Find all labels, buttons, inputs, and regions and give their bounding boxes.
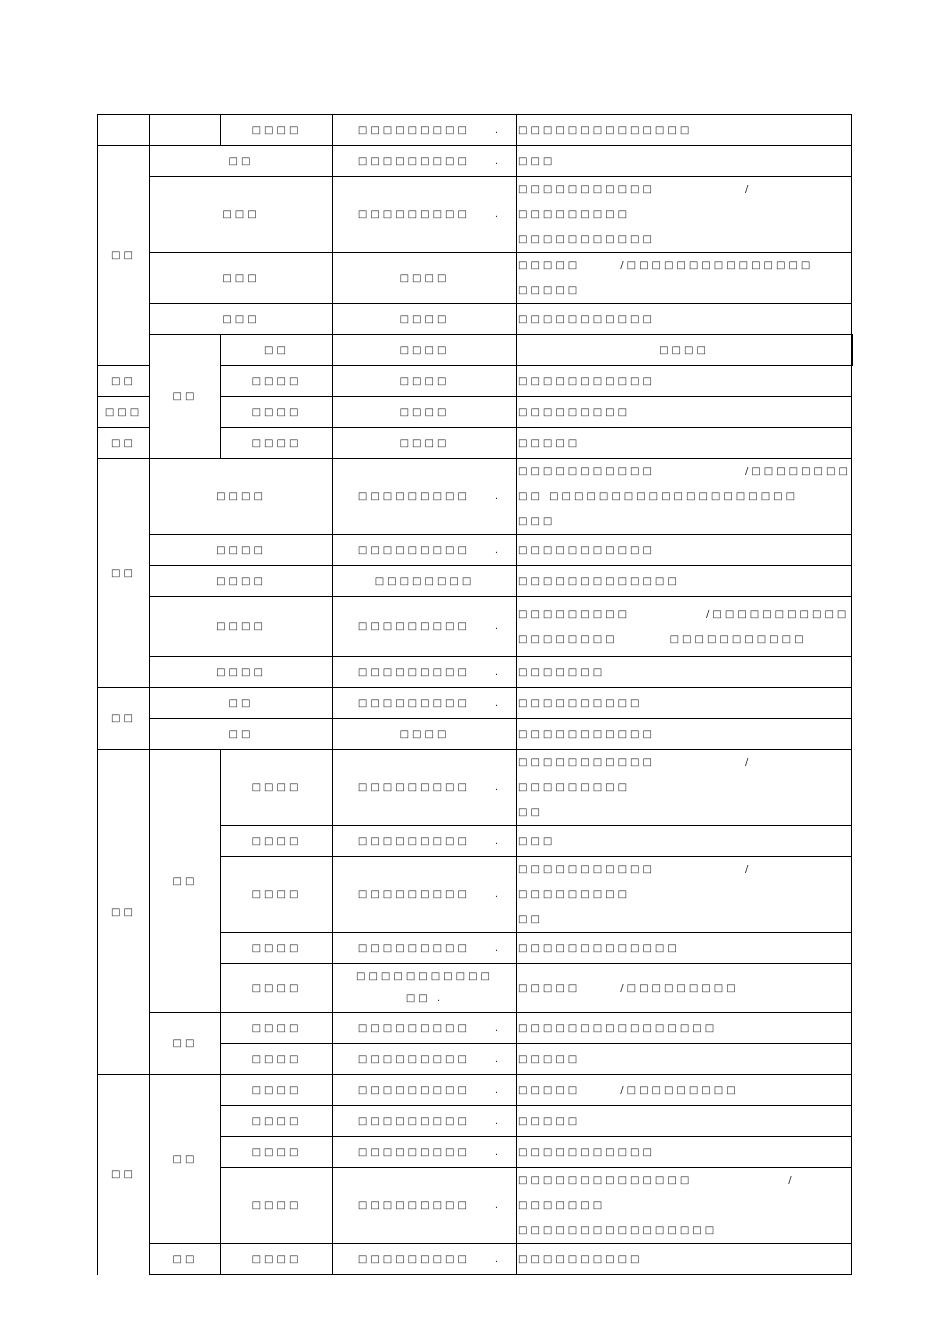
item-cell: □□□□ [221, 750, 333, 826]
value-cell: □□□□□□□□□□□ □□ . [333, 964, 517, 1013]
table-row [98, 177, 853, 253]
value-cell: □□□□□□□□ [333, 566, 517, 597]
subcategory-cell: □□ [150, 1244, 221, 1275]
item-cell: □□□□ [221, 1168, 333, 1244]
description-cell: □□□□□ [517, 428, 852, 459]
group-label: □□ [98, 146, 150, 366]
value-cell: □□□□□□□□□ . [333, 1244, 517, 1275]
description-cell: □□□□□□□□□□□□□ [517, 566, 852, 597]
subcategory-cell [150, 115, 221, 146]
subcategory-cell: □□ [221, 335, 333, 366]
item-cell: □□□□ [221, 115, 333, 146]
table-row [98, 459, 853, 535]
description-cell: □□□□□□□ [517, 657, 852, 688]
description-cell: □□□□□□□□□□□ [517, 304, 852, 335]
group-label: □□ [150, 335, 221, 459]
table-row [98, 535, 853, 566]
description-cell: □□□□□□□□□□□ [517, 366, 852, 397]
item-cell: □□□□ [150, 535, 333, 566]
value-cell: □□□□□□□□□ . [333, 1044, 517, 1075]
group-label: □□ [98, 1075, 150, 1275]
document-table [97, 114, 853, 1275]
description-cell: □□□□□□□□□□ [517, 1244, 852, 1275]
value-cell: □□□□□□□□□ . [333, 115, 517, 146]
item-cell: □□□□ [221, 933, 333, 964]
item-cell: □□□□ [150, 597, 333, 657]
value-cell: □□□□□□□□□ . [333, 933, 517, 964]
table-row [98, 1013, 853, 1044]
value-cell: □□□□□□□□□ . [333, 177, 517, 253]
description-cell: □□□□□□□□□□□□□□ /□□□□□□□ □□□□□□□□□□□□□□□□ [517, 1168, 852, 1244]
description-cell: □□□□□□□□□□□ /□□□□□□□□ □□ □□□□□□□□□□□□□□□□□□□□ □□□ [517, 459, 852, 535]
description-cell: □□□□□□□□□□□ /□□□□□□□□□ □□ [517, 750, 852, 826]
value-cell: □□□□□□□□□ . [333, 657, 517, 688]
description-cell: □□□□□□□□□□□ /□□□□□□□□□ □□ [517, 857, 852, 933]
item-cell: □□□ [150, 177, 333, 253]
item-cell: □□□□ [221, 1137, 333, 1168]
table-row [98, 688, 853, 719]
description-cell: □□□□□□□□□□□ [517, 1137, 852, 1168]
table-row [98, 657, 853, 688]
item-cell: □□□□ [221, 1044, 333, 1075]
value-cell: □□□□□□□□□ . [333, 1168, 517, 1244]
item-cell: □□□ [150, 253, 333, 304]
category-cell [98, 115, 150, 146]
value-cell: □□□□□□□□□ . [333, 688, 517, 719]
description-cell: □□□□□□□□□□□ [517, 719, 852, 750]
subcategory-cell: □□ [150, 750, 221, 1013]
table-row [98, 304, 853, 335]
description-cell: □□□ [517, 826, 852, 857]
item-cell: □□□□ [150, 657, 333, 688]
table-row [98, 253, 853, 304]
value-cell: □□□□ [333, 304, 517, 335]
value-cell: □□□□ [333, 397, 517, 428]
value-cell: □□□□□□□□□ . [333, 750, 517, 826]
table-row [98, 597, 853, 657]
item-cell: □□□□ [150, 459, 333, 535]
table-row [98, 146, 853, 177]
item-cell: □□ [150, 146, 333, 177]
description-cell: □□□□□ [517, 1106, 852, 1137]
item-cell: □□□□ [221, 1106, 333, 1137]
description-cell: □□□□□□□□□□□ [517, 535, 852, 566]
value-cell: □□□□□□□□□ . [333, 1075, 517, 1106]
item-cell: □□□□ [221, 826, 333, 857]
subcategory-cell: □□ [98, 428, 150, 459]
description-cell: □□□□□□□□□□ [517, 688, 852, 719]
subcategory-cell: □□ [150, 1075, 221, 1244]
description-cell: □□□□□ /□□□□□□□□□ [517, 964, 852, 1013]
item-cell: □□□□ [333, 335, 517, 366]
description-cell: □□□□□□□□□□□□□ [517, 933, 852, 964]
table-row [98, 750, 853, 826]
value-cell: □□□□ [517, 335, 852, 366]
value-cell: □□□□ [333, 428, 517, 459]
value-cell: □□□□□□□□□ . [333, 535, 517, 566]
item-cell: □□□□ [221, 1075, 333, 1106]
value-cell: □□□□ [333, 366, 517, 397]
item-cell: □□□□ [221, 397, 333, 428]
item-cell: □□ [150, 688, 333, 719]
description-cell: □□□□□ /□□□□□□□□□□□□□□□ □□□□□ [517, 253, 852, 304]
item-cell: □□□□ [221, 857, 333, 933]
item-cell: □□□□ [221, 964, 333, 1013]
table-row [98, 1075, 853, 1106]
value-cell: □□□□□□□□□ . [333, 459, 517, 535]
description-cell: □□□□□ [517, 1044, 852, 1075]
table-row [98, 566, 853, 597]
value-cell: □□□□□□□□□ . [333, 826, 517, 857]
group-label: □□ [98, 750, 150, 1075]
description-cell: □□□ [517, 146, 852, 177]
description-cell [852, 335, 853, 366]
subcategory-cell: □□□ [98, 397, 150, 428]
group-label: □□ [98, 459, 150, 688]
item-cell: □□ [150, 719, 333, 750]
table-row [98, 115, 853, 146]
value-cell: □□□□ [333, 719, 517, 750]
value-cell: □□□□□□□□□ . [333, 1106, 517, 1137]
table-row [98, 335, 853, 366]
description-cell: □□□□□□□□□□□□□□□□ [517, 1013, 852, 1044]
item-cell: □□□□ [150, 566, 333, 597]
item-cell: □□□□ [221, 1013, 333, 1044]
description-cell: □□□□□□□□□ [517, 397, 852, 428]
description-cell: □□□□□□□□□ /□□□□□□□□□□□ □□□□□□□□ □□□□□□□□□□□ [517, 597, 852, 657]
description-cell: □□□□□□□□□□□ /□□□□□□□□□ □□□□□□□□□□□ [517, 177, 852, 253]
item-cell: □□□□ [221, 428, 333, 459]
table-row [98, 719, 853, 750]
subcategory-cell: □□ [98, 366, 150, 397]
description-cell: □□□□□ /□□□□□□□□□ [517, 1075, 852, 1106]
value-cell: □□□□□□□□□ . [333, 597, 517, 657]
table-row [98, 1244, 853, 1275]
item-cell: □□□ [150, 304, 333, 335]
value-cell: □□□□□□□□□ . [333, 1013, 517, 1044]
value-cell: □□□□ [333, 253, 517, 304]
value-cell: □□□□□□□□□ . [333, 857, 517, 933]
value-cell: □□□□□□□□□ . [333, 1137, 517, 1168]
subcategory-cell: □□ [150, 1013, 221, 1075]
item-cell: □□□□ [221, 1244, 333, 1275]
group-label: □□ [98, 688, 150, 750]
description-cell: □□□□□□□□□□□□□□ [517, 115, 852, 146]
value-cell: □□□□□□□□□ . [333, 146, 517, 177]
item-cell: □□□□ [221, 366, 333, 397]
